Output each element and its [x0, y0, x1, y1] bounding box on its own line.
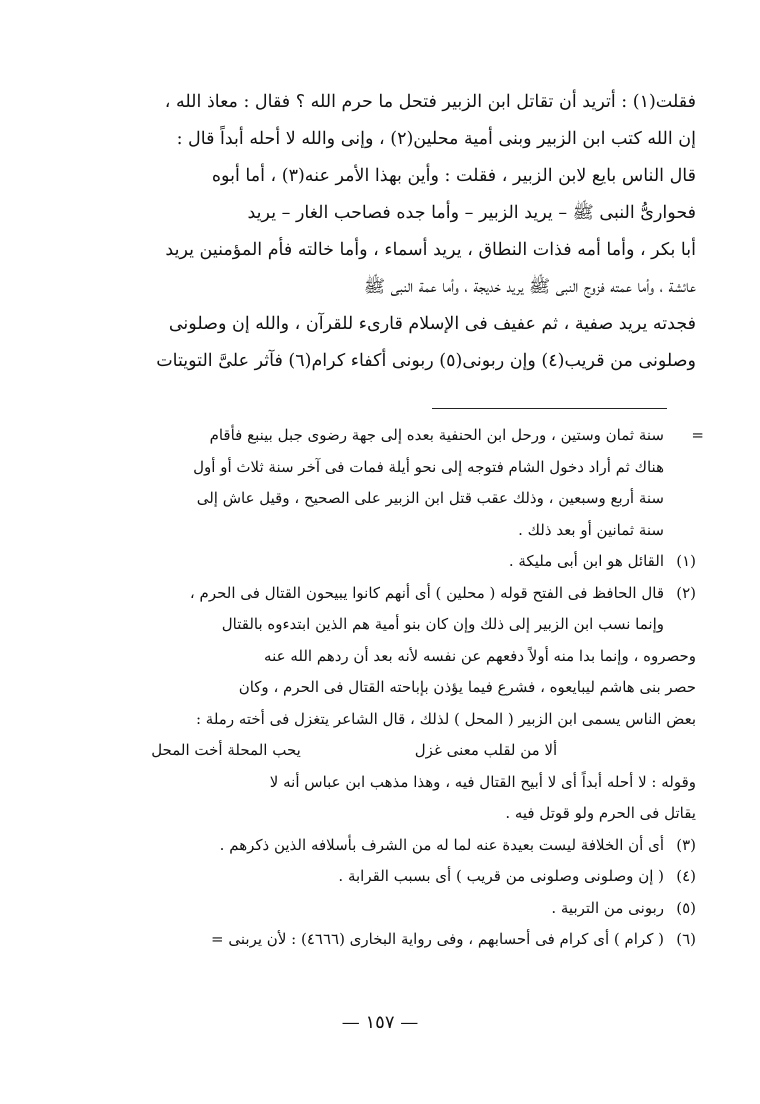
- footnote-line: وقوله : لا أحله أبداً أى لا أبيح القتال فيه ، وهذا مذهب ابن عباس أنه لا: [269, 772, 696, 791]
- footnote-continuation-line: هناك ثم أراد دخول الشام فتوجه إلى نحو أيلة فمات فى آخر سنة ثلاث أو أول: [193, 457, 664, 476]
- main-line: وصلونى من قريب(٤) وإن ربونى(٥) ربونى أكفاء كرام(٦) فآثر علىَّ التويتات: [156, 351, 696, 371]
- main-line: إن الله كتب ابن الزبير وبنى أمية محلين(٢) ، وإنى والله لا أحله أبداً قال :: [176, 129, 696, 149]
- footnote-number: (١): [676, 552, 696, 570]
- footnote-number: (٤): [676, 867, 696, 885]
- footnote-text: ربونى من التربية .: [551, 898, 664, 917]
- main-line: فحوارىُّ النبى ﷺ – يريد الزبير – وأما جده فصاحب الغار – يريد: [247, 203, 696, 223]
- footnote-4: [66, 861, 696, 893]
- main-text: [66, 84, 696, 380]
- footnote-continuation-line: سنة ثمانين أو بعد ذلك .: [518, 520, 664, 539]
- footnote-line: يقاتل فى الحرم ولو قوتل فيه .: [505, 804, 696, 822]
- footnote-continuation-line: سنة ثمان وستين ، ورحل ابن الحنفية بعده إلى جهة رضوى جبل بينبع فأقام: [209, 426, 664, 444]
- page-number: — ١٥٧ —: [341, 1012, 419, 1033]
- footnote-text: القائل هو ابن أبى مليكة .: [508, 552, 664, 570]
- footnotes: [66, 420, 704, 956]
- footnote-number: (٦): [676, 930, 696, 948]
- verse-second-hemistich: يحب المحلة أخت المحل: [151, 741, 301, 759]
- main-line: قال الناس بايع لابن الزبير ، فقلت : وأين بهذا الأمر عنه(٣) ، أما أبوه: [211, 166, 696, 186]
- main-line: فقلت(١) : أتريد أن تقاتل ابن الزبير فتحل ما حرم الله ؟ فقال : معاذ الله ،: [164, 92, 696, 112]
- poem-verse: [66, 735, 696, 767]
- verse-first-hemistich: ألا من لقلب معنى غزل: [414, 741, 558, 759]
- footnote-6: [66, 924, 696, 956]
- footnote-text: قال الحافظ فى الفتح قوله ( محلين ) أى أنهم كانوا يبيحون القتال فى الحرم ،: [189, 583, 664, 602]
- continuation-mark: =: [691, 426, 704, 444]
- footnote-2: [66, 578, 696, 610]
- footnote-line: وحصروه ، وإنما بدا منه أولاً دفعهم عن نفسه لأنه بعد أن ردهم الله عنه: [264, 646, 696, 665]
- footnote-line: وإنما نسب ابن الزبير إلى ذلك وإن كان بنو أمية هم الذين ابتدءوه بالقتال: [221, 615, 664, 633]
- footnote-number: (٢): [676, 583, 696, 602]
- footnote-continuation-line: سنة أربع وسبعين ، وذلك عقب قتل ابن الزبير على الصحيح ، وقيل عاش إلى: [196, 489, 664, 507]
- footnote-text: ( إن وصلونى وصلونى من قريب ) أى بسبب القرابة .: [338, 867, 664, 885]
- main-line: عائشة ، وأما عمته فزوج النبى ﷺ يريد خديجة ، وأما عمة النبى ﷺ: [363, 277, 696, 297]
- footnote-number: (٥): [676, 898, 696, 917]
- footnote-text: أى أن الخلافة ليست بعيدة عنه لما له من الشرف بأسلافه الذين ذكرهم .: [219, 835, 664, 854]
- footnote-5: [66, 893, 696, 925]
- main-line: أبا بكر ، وأما أمه فذات النطاق ، يريد أسماء ، وأما خالته فأم المؤمنين يريد: [165, 240, 696, 260]
- footnote-1: [66, 546, 696, 578]
- footnote-3: [66, 830, 696, 862]
- footnote-text: ( كرام ) أى كرام فى أحسابهم ، وفى رواية البخارى (٤٦٦٦) : لأن يربنى =: [211, 930, 664, 948]
- footnote-number: (٣): [676, 835, 696, 854]
- footnote-separator: [432, 408, 667, 409]
- footnote-line: حصر بنى هاشم ليبايعوه ، فشرع فيما يؤذن بإباحته القتال فى الحرم ، وكان: [238, 678, 696, 696]
- footnote-line: بعض الناس يسمى ابن الزبير ( المحل ) لذلك ، قال الشاعر يتغزل فى أخته رملة :: [195, 709, 696, 728]
- main-line: فجدته يريد صفية ، ثم عفيف فى الإسلام قارىء للقرآن ، والله إن وصلونى: [168, 314, 696, 334]
